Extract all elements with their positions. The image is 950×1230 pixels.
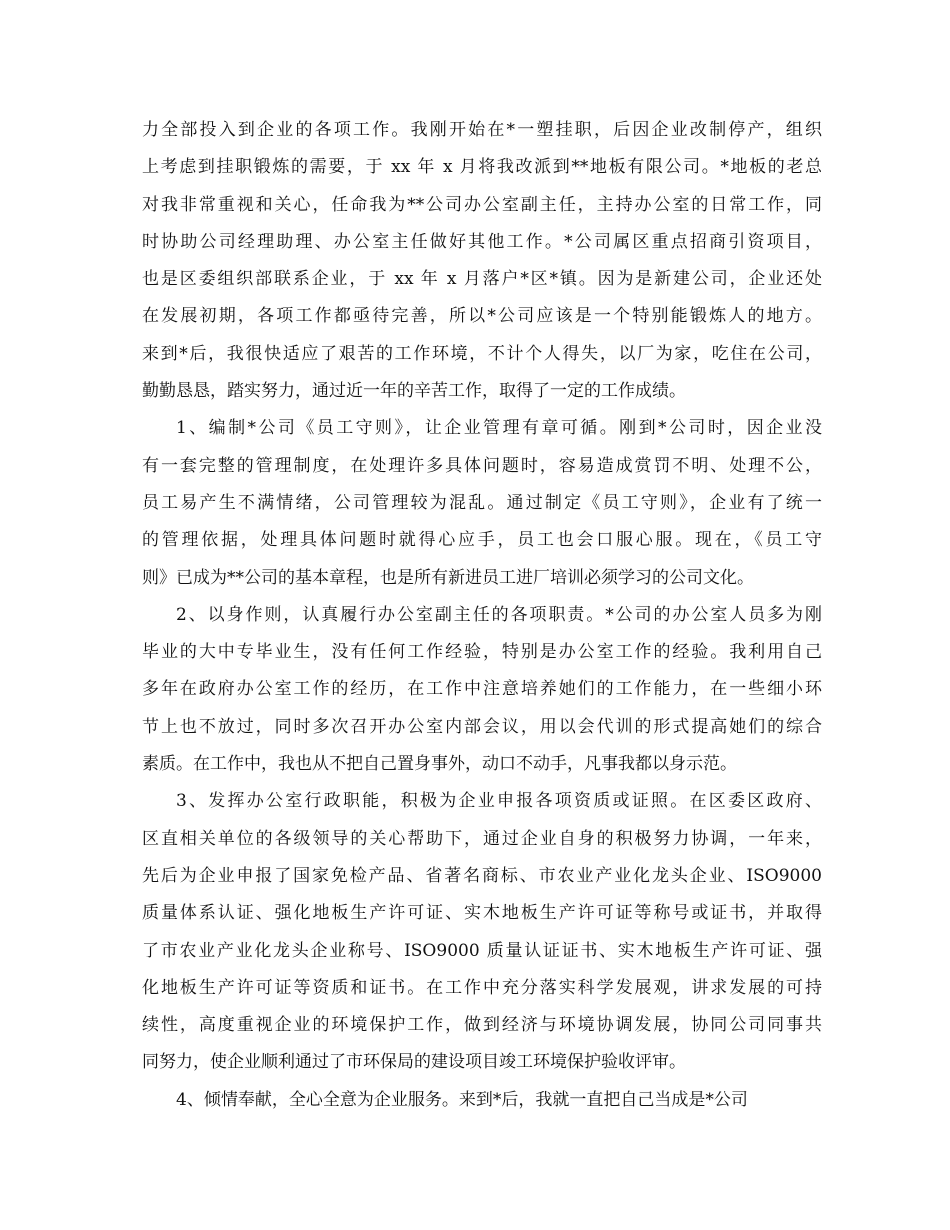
text-line: 2、以身作则，认真履行办公室副主任的各项职责。*公司的办公室人员多为刚 [176,604,822,625]
text-line: 化地板生产许可证等资质和证书。在工作中充分落实科学发展观，讲求发展的可持 [142,977,822,998]
text-line: 员工易产生不满情绪，公司管理较为混乱。通过制定《员工守则》，企业有了统一 [142,492,822,513]
text-line: 节上也不放过，同时多次召开办公室内部会议，用以会代训的形式提高她们的综合 [142,716,822,737]
text-line: 毕业的大中专毕业生，没有任何工作经验，特别是办公室工作的经验。我利用自己 [142,642,822,663]
text-line: 续性，高度重视企业的环境保护工作，做到经济与环境协调发展，协同公司同事共 [142,1015,822,1036]
text-line: 了市农业产业化龙头企业称号、ISO9000 质量认证证书、实木地板生产许可证、强 [142,940,822,961]
text-line: 时协助公司经理助理、办公室主任做好其他工作。*公司属区重点招商引资项目， [142,231,822,252]
text-line: 质量体系认证、强化地板生产许可证、实木地板生产许可证等称号或证书，并取得 [142,903,822,924]
text-line: 在发展初期，各项工作都亟待完善，所以*公司应该是一个特别能锻炼人的地方。 [142,306,822,327]
text-line: 素质。在工作中，我也从不把自己置身事外，动口不动手，凡事我都以身示范。 [142,754,737,775]
text-line: 3、发挥办公室行政职能，积极为企业申报各项资质或证照。在区委区政府、 [176,791,822,812]
text-line: 区直相关单位的各级领导的关心帮助下，通过企业自身的积极努力协调，一年来， [142,828,822,849]
text-line: 同努力，使企业顺利通过了市环保局的建设项目竣工环境保护验收评审。 [142,1052,686,1073]
text-line: 先后为企业申报了国家免检产品、省著名商标、市农业产业化龙头企业、ISO9000 [142,865,822,886]
text-line: 也是区委组织部联系企业，于 xx 年 x 月落户*区*镇。因为是新建公司，企业还处 [142,269,822,290]
text-line: 则》已成为**公司的基本章程，也是所有新进员工进厂培训必须学习的公司文化。 [142,567,754,588]
text-line: 的管理依据，处理具体问题时就得心应手，员工也会口服心服。现在，《员工守 [142,530,822,551]
text-line: 力全部投入到企业的各项工作。我刚开始在*一塑挂职，后因企业改制停产，组织 [142,120,822,140]
text-line: 多年在政府办公室工作的经历，在工作中注意培养她们的工作能力，在一些细小环 [142,679,822,700]
text-line: 1、编制*公司《员工守则》，让企业管理有章可循。刚到*公司时，因企业没 [176,418,822,439]
text-line: 上考虑到挂职锻炼的需要，于 xx 年 x 月将我改派到**地板有限公司。*地板的老总 [142,157,822,178]
text-line: 对我非常重视和关心，任命我为**公司办公室副主任，主持办公室的日常工作，同 [142,194,822,215]
document-body [142,112,822,1119]
text-line: 4、倾情奉献，全心全意为企业服务。来到*后，我就一直把自己当成是*公司 [176,1089,748,1110]
text-line: 来到*后，我很快适应了艰苦的工作环境，不计个人得失，以厂为家，吃住在公司， [142,343,822,364]
text-line: 勤勤恳恳，踏实努力，通过近一年的辛苦工作，取得了一定的工作成绩。 [142,381,686,402]
text-line: 有一套完整的管理制度，在处理许多具体问题时，容易造成赏罚不明、处理不公， [142,455,822,476]
